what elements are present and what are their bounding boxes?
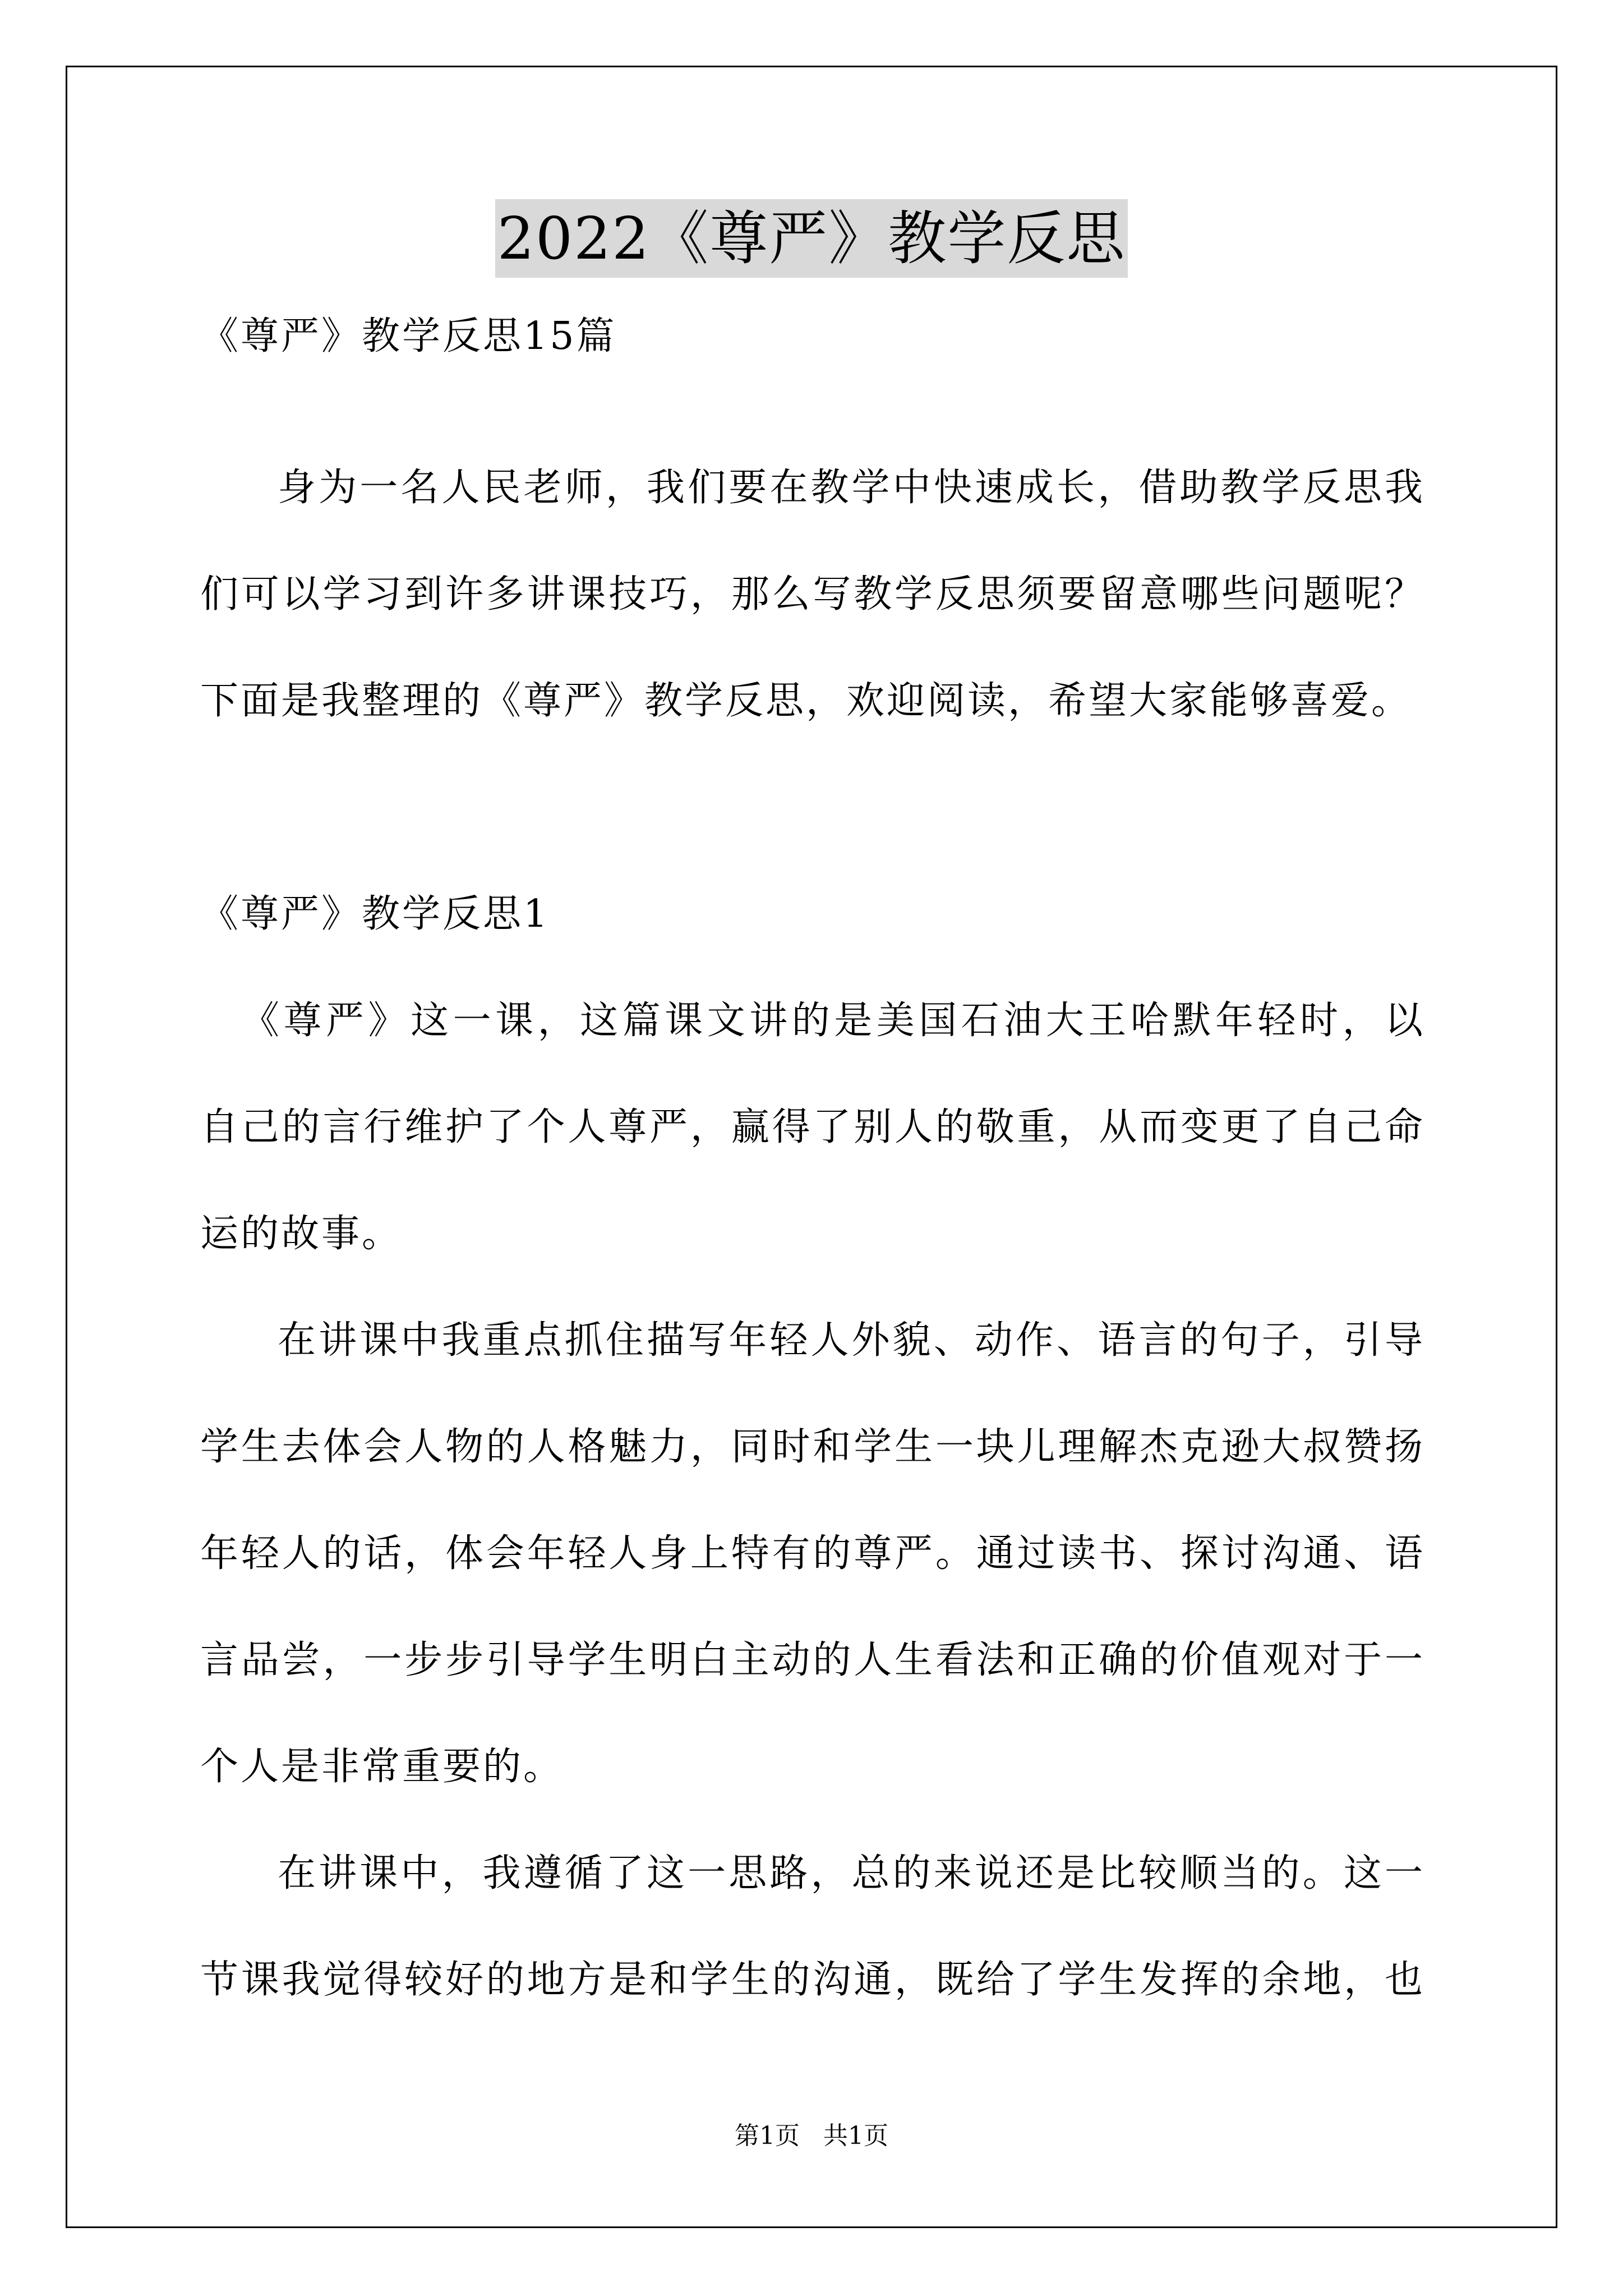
para2-line-1: 在讲课中我重点抓住描写年轻人外貌、动作、语言的句子，引导	[278, 1318, 1423, 1363]
title-container	[0, 199, 1623, 278]
document-title: 2022《尊严》教学反思	[495, 199, 1128, 278]
page-number: 第1页	[735, 2122, 800, 2150]
para2-line-5: 个人是非常重要的。	[200, 1745, 564, 1789]
para1-line-3: 运的故事。	[200, 1212, 403, 1256]
intro-line-3: 下面是我整理的《尊严》教学反思，欢迎阅读，希望大家能够喜爱。	[200, 679, 1412, 723]
subtitle: 《尊严》教学反思15篇	[200, 314, 617, 358]
intro-line-1: 身为一名人民老师，我们要在教学中快速成长，借助教学反思我	[278, 466, 1423, 510]
page-footer	[0, 2119, 1623, 2153]
para1-line-1: 《尊严》这一课，这篇课文讲的是美国石油大王哈默年轻时，以	[241, 999, 1423, 1043]
section-heading-1: 《尊严》教学反思1	[200, 892, 550, 936]
para1-line-2: 自己的言行维护了个人尊严，赢得了别人的敬重，从而变更了自己命	[200, 1105, 1423, 1149]
para3-line-2: 节课我觉得较好的地方是和学生的沟通，既给了学生发挥的余地，也	[200, 1958, 1423, 2002]
para3-line-1: 在讲课中，我遵循了这一思路，总的来说还是比较顺当的。这一	[278, 1851, 1423, 1895]
para2-line-4: 言品尝，一步步引导学生明白主动的人生看法和正确的价值观对于一	[200, 1638, 1423, 1682]
para2-line-2: 学生去体会人物的人格魅力，同时和学生一块儿理解杰克逊大叔赞扬	[200, 1425, 1423, 1469]
para2-line-3: 年轻人的话，体会年轻人身上特有的尊严。通过读书、探讨沟通、语	[200, 1531, 1423, 1576]
page-total: 共1页	[823, 2122, 888, 2150]
intro-line-2: 们可以学习到许多讲课技巧，那么写教学反思须要留意哪些问题呢？	[200, 572, 1423, 616]
